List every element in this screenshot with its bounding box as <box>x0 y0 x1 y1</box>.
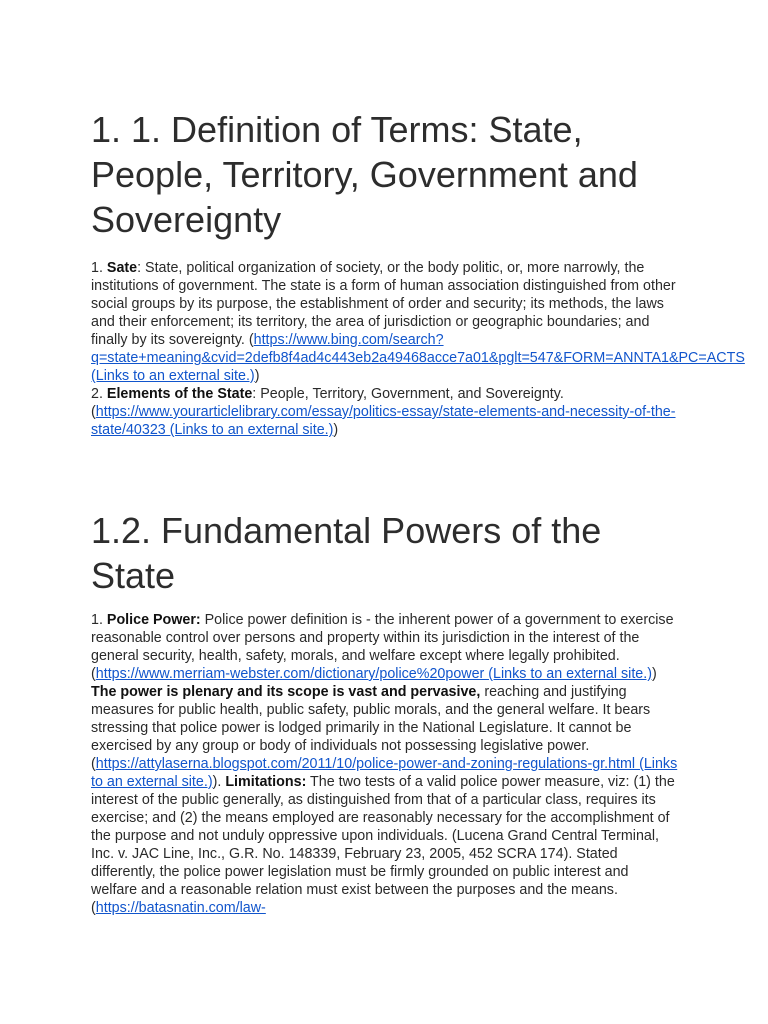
police-power-text-2: ) <box>651 666 657 682</box>
police-power-text-3: reaching and justifying measures for public health, public safety, public morals, and the general welfare. It bears stressing that police power is lodged primarily in the National Legislature. It cannot be exercised by any group or body of individuals not possessing legislative power. ( <box>91 684 651 772</box>
term-limitations: Limitations: <box>225 774 307 790</box>
term-police-power: Police Power: <box>106 612 201 628</box>
police-power-text-5: The two tests of a valid police power measure, viz: (1) the interest of the public generally, as distinguished from that of a particular class, requires its exercise; and (2) the means employed are reasonably necessary for the accomplishment of the purpose and not unduly oppressive upon individuals. (Lucena Grand Central Terminal, Inc. v. JAC Line, Inc., G.R. No. 148339, February 23, 2005, 452 SCRA 174). Stated differently, the police power legislation must be firmly grounded on public interest and welfare and a reasonable relation must exist between the purposes and the means. ( <box>91 774 675 916</box>
item-number: 1. <box>91 612 107 628</box>
police-power-text-4: ). <box>212 774 226 790</box>
section-heading-definition-of-terms: 1. 1. Definition of Terms: State, People, Territory, Government and Sovereignty <box>91 109 638 240</box>
section-heading-fundamental-powers: 1.2. Fundamental Powers of the State <box>91 510 602 596</box>
plenary-power-statement: The power is plenary and its scope is vast and pervasive, <box>91 684 481 700</box>
paragraph-state-definition <box>91 259 745 385</box>
item-number: 1. <box>91 260 107 276</box>
police-power-text-1: Police power definition is - the inherent power of a government to exercise reasonable control over persons and property within its jurisdiction in the interest of the general security, health, safety, morals, and welfare except where legally prohibited. ( <box>91 612 674 682</box>
elements-text: : People, Territory, Government, and Sovereignty. ( <box>91 386 564 420</box>
batasnatin-link[interactable]: https://batasnatin.com/law- <box>95 900 266 916</box>
term-state: Sate <box>106 260 138 276</box>
yourarticlelibrary-link[interactable]: https://www.yourarticlelibrary.com/essay/politics-essay/state-elements-and-necessity-of-the-state/40323 (Links to an external site.) <box>91 404 676 438</box>
item-number: 2. <box>91 386 107 402</box>
paragraph-police-power <box>91 611 678 917</box>
merriam-webster-link[interactable]: https://www.merriam-webster.com/dictionary/police%20power (Links to an external site.) <box>95 666 652 682</box>
paragraph-elements-of-state <box>91 385 678 439</box>
bing-search-link[interactable]: https://www.bing.com/search?q=state+meaning&cvid=2defb8f4ad4c443eb2a49468acce7a01&pglt=547&FORM=ANNTA1&PC=ACTS (Links to an external site.) <box>91 332 745 384</box>
attylaserna-blog-link[interactable]: https://attylaserna.blogspot.com/2011/10/police-power-and-zoning-regulations-gr.html (Links to an external site.) <box>91 756 678 790</box>
closing-paren: ) <box>254 368 260 384</box>
term-elements-of-state: Elements of the State <box>106 386 253 402</box>
state-definition-text: : State, political organization of society, or the body politic, or, more narrowly, the institutions of government. The state is a form of human association distinguished from other social groups by its purpose, the establishment of order and security; its methods, the laws and their enforcement; its territory, the area of jurisdiction or geographic boundaries; and finally by its sovereignty. ( <box>91 260 676 348</box>
closing-paren: ) <box>333 422 339 438</box>
